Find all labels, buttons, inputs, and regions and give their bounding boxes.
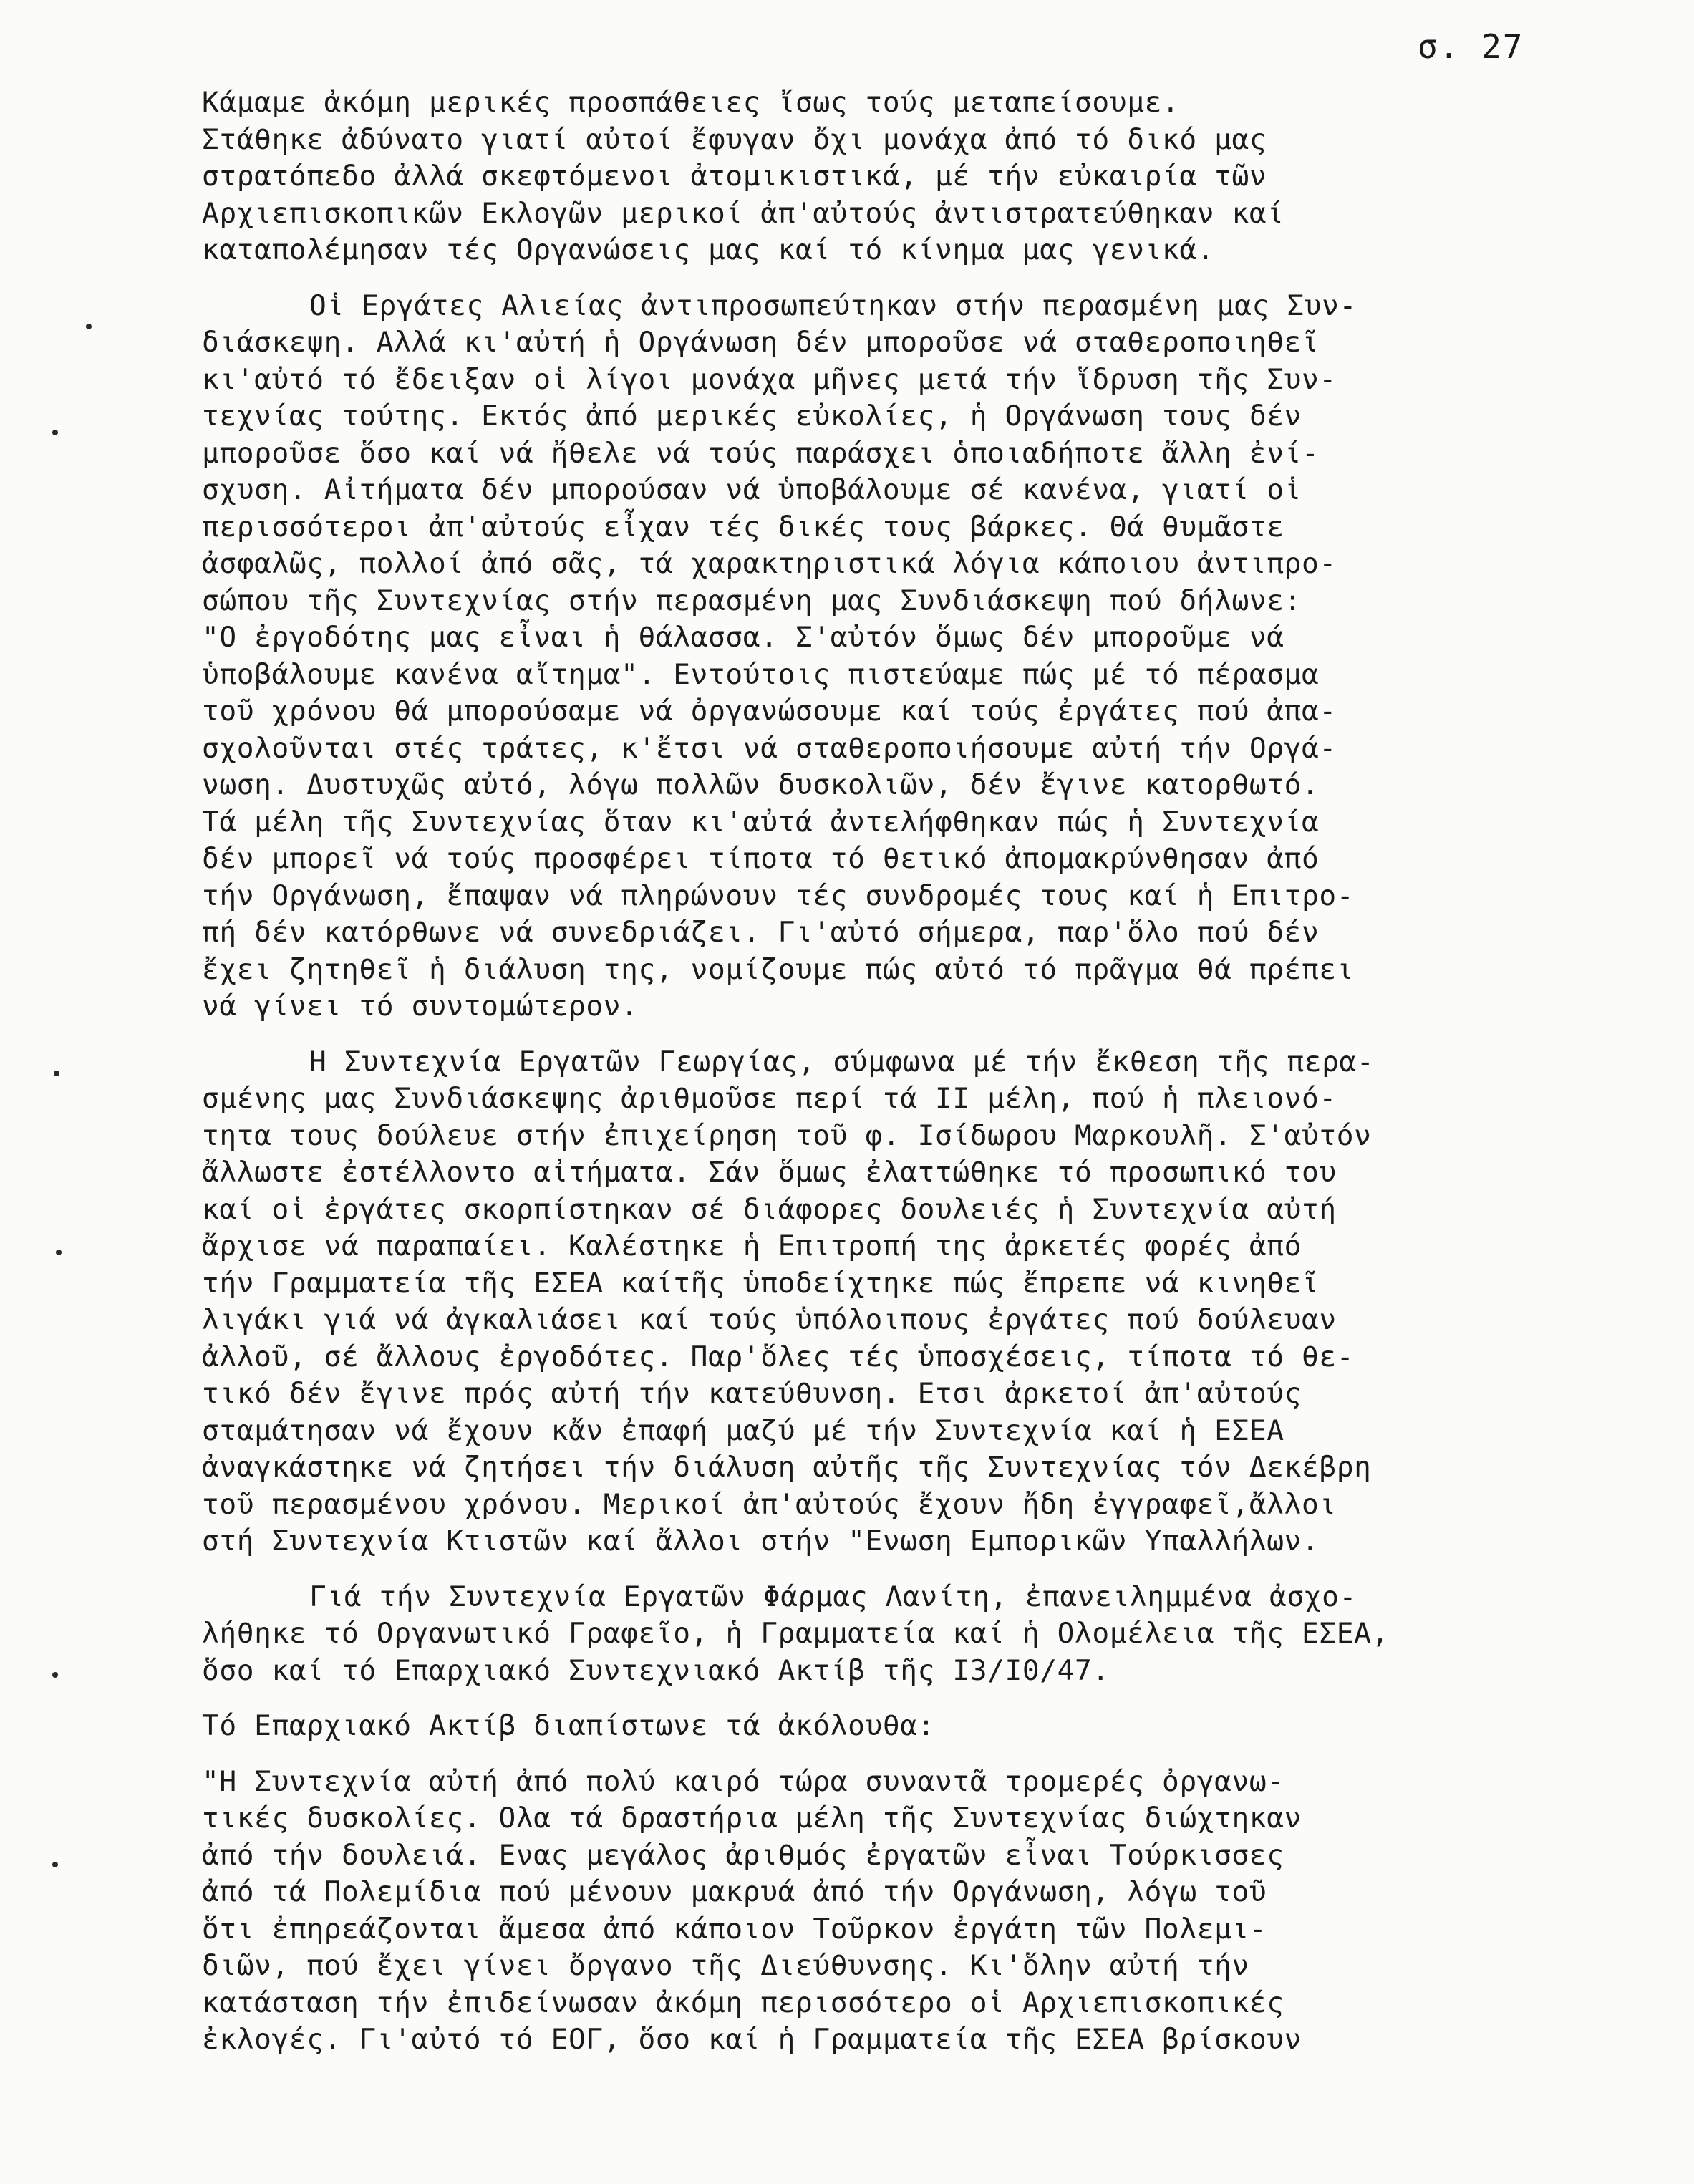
text-line: τικές δυσκολίες. Ολα τά δραστήρια μέλη τῆς Συντεχνίας διώχτηκαν [202,1802,1302,1835]
text-line: δέν μπορεῖ νά τούς προσφέρει τίποτα τό θετικό ἀπομακρύνθησαν ἀπό [202,842,1320,875]
text-line: ἐκλογές. Γι'αὐτό τό ΕΟΓ, ὅσο καί ἡ Γραμματεία τῆς ΕΣΕΑ βρίσκουν [202,2023,1302,2056]
text-line: Κάμαμε ἀκόμη μερικές προσπάθειες ἴσως τούς μεταπείσουμε. [202,86,1180,119]
text-line: ἔχει ζητηθεῖ ἡ διάλυση της, νομίζουμε πώς αὐτό τό πρᾶγμα θά πρέπει [202,952,1355,986]
text-line: ἀπό τήν δουλειά. Ενας μεγάλος ἀριθμός ἐργατῶν εἶναι Τούρκισσες [202,1838,1284,1872]
margin-dot [52,1862,58,1867]
margin-dot [56,1250,62,1255]
text-line: ὑποβάλουμε κανένα αἴτημα". Εντούτοις πιστεύαμε πώς μέ τό πέρασμα [202,657,1320,691]
text-line: τοῦ χρόνου θά μπορούσαμε νά ὀργανώσουμε καί τούς ἐργάτες πού ἀπα- [202,695,1337,728]
text-line: ἄλλωστε ἐστέλλοντο αἰτήματα. Σάν ὅμως ἐλαττώθηκε τό προσωπικό του [202,1156,1337,1189]
text-line: σταμάτησαν νά ἔχουν κἄν ἐπαφή μαζύ μέ τήν Συντεχνία καί ἡ ΕΣΕΑ [202,1414,1284,1447]
text-line: καταπολέμησαν τές Οργανώσεις μας καί τό κίνημα μας γενικά. [202,233,1215,266]
text-line: μποροῦσε ὅσο καί νά ἤθελε νά τούς παράσχει ὁποιαδήποτε ἄλλη ἐνί- [202,436,1320,470]
text-line: διάσκεψη. Αλλά κι'αὐτή ἡ Οργάνωση δέν μποροῦσε νά σταθεροποιηθεῖ [202,326,1320,359]
body-text [202,84,1684,2077]
text-line: περισσότεροι ἀπ'αὐτούς εἶχαν τές δικές τους βάρκες. Θά θυμᾶστε [202,510,1284,543]
text-line: τοῦ περασμένου χρόνου. Μερικοί ἀπ'αὐτούς ἔχουν ἤδη ἐγγραφεῖ,ἄλλοι [202,1487,1337,1521]
text-line: Αρχιεπισκοπικῶν Εκλογῶν μερικοί ἀπ'αὐτούς ἀντιστρατεύθηκαν καί [202,196,1284,230]
text-line: νά γίνει τό συντομώτερον. [202,990,639,1023]
text-line: σώπου τῆς Συντεχνίας στήν περασμένη μας Συνδιάσκεψη πού δήλωνε: [202,584,1302,617]
margin-dot [54,1071,59,1076]
text-line: ἀπό τά Πολεμίδια πού μένουν μακρυά ἀπό τήν Οργάνωση, λόγω τοῦ [202,1875,1267,1908]
text-line: Τό Επαρχιακό Ακτίβ διαπίστωνε τά ἀκόλουθα: [202,1709,936,1742]
text-line: κατάσταση τήν ἐπιδείνωσαν ἀκόμη περισσότερο οἱ Αρχιεπισκοπικές [202,1986,1284,2019]
text-line: τεχνίας τούτης. Εκτός ἀπό μερικές εὐκολίες, ἡ Οργάνωση τους δέν [202,400,1302,433]
quoted-paragraph [202,1764,1684,2059]
text-line: ἀναγκάστηκε νά ζητήσει τήν διάλυση αὐτῆς τῆς Συντεχνίας τόν Δεκέβρη [202,1451,1372,1484]
margin-dot [86,324,92,329]
text-line: τικό δέν ἔγινε πρός αὐτή τήν κατεύθυνση. Ετσι ἀρκετοί ἀπ'αὐτούς [202,1377,1302,1410]
text-line: νωση. Δυστυχῶς αὐτό, λόγω πολλῶν δυσκολιῶν, δέν ἔγινε κατορθωτό. [202,768,1320,801]
paragraph [202,1044,1684,1560]
text-line: Γιά τήν Συντεχνία Εργατῶν Φάρμας Λανίτη, ἐπανειλημμένα ἀσχο- [309,1580,1357,1613]
text-line: Οἱ Εργάτες Αλιείας ἀντιπροσωπεύτηκαν στήν περασμένη μας Συν- [309,289,1357,322]
text-line: λήθηκε τό Οργανωτικό Γραφεῖο, ἡ Γραμματεία καί ἡ Ολομέλεια τῆς ΕΣΕΑ, [202,1617,1389,1650]
margin-dot [52,430,58,435]
text-line: Στάθηκε ἀδύνατο γιατί αὐτοί ἔφυγαν ὄχι μονάχα ἀπό τό δικό μας [202,122,1267,156]
margin-dot [52,1672,58,1678]
page-number: σ. 27 [1418,27,1524,66]
text-line: σμένης μας Συνδιάσκεψης ἀριθμοῦσε περί τά ΙΙ μέλη, πού ἡ πλειονό- [202,1082,1337,1115]
paragraph [202,288,1684,1025]
text-line: ἄρχισε νά παραπαίει. Καλέστηκε ἡ Επιτροπή της ἀρκετές φορές ἀπό [202,1229,1302,1262]
text-line: διῶν, πού ἔχει γίνει ὄργανο τῆς Διεύθυνσης. Κι'ὅλην αὐτή τήν [202,1949,1249,1982]
text-line: σχυση. Αἰτήματα δέν μπορούσαν νά ὑποβάλουμε σέ κανένα, γιατί οἱ [202,473,1302,506]
text-line: στρατόπεδο ἀλλά σκεφτόμενοι ἀτομικιστικά, μέ τήν εὐκαιρία τῶν [202,160,1267,193]
paragraph [202,84,1684,269]
text-line: "Η Συντεχνία αὐτή ἀπό πολύ καιρό τώρα συναντᾶ τρομερές ὀργανω- [202,1764,1284,1798]
text-line: τήν Οργάνωση, ἔπαψαν νά πληρώνουν τές συνδρομές τους καί ἡ Επιτρο- [202,879,1355,912]
text-line: ἀλλοῦ, σέ ἄλλους ἐργοδότες. Παρ'ὅλες τές ὑποσχέσεις, τίποτα τό θε- [202,1340,1355,1373]
text-line: καί οἱ ἐργάτες σκορπίστηκαν σέ διάφορες δουλειές ἡ Συντεχνία αὐτή [202,1192,1337,1226]
text-line: ὅσο καί τό Επαρχιακό Συντεχνιακό Ακτίβ τῆς Ι3/Ι0/47. [202,1653,1110,1687]
text-line: σχολοῦνται στές τράτες, κ'ἔτσι νά σταθεροποιήσουμε αὐτή τήν Οργά- [202,731,1337,765]
text-line: Η Συντεχνία Εργατῶν Γεωργίας, σύμφωνα μέ τήν ἔκθεση τῆς περα- [309,1045,1375,1078]
text-line: "Ο ἐργοδότης μας εἶναι ἡ θάλασσα. Σ'αὐτόν ὅμως δέν μποροῦμε νά [202,621,1284,654]
text-line: ἀσφαλῶς, πολλοί ἀπό σᾶς, τά χαρακτηριστικά λόγια κάποιου ἀντιπρο- [202,547,1337,580]
text-line: Τά μέλη τῆς Συντεχνίας ὅταν κι'αὐτά ἀντελήφθηκαν πώς ἡ Συντεχνία [202,805,1320,839]
text-line: πή δέν κατόρθωνε νά συνεδριάζει. Γι'αὐτό σήμερα, παρ'ὅλο πού δέν [202,916,1320,949]
text-line: ὅτι ἐπηρεάζονται ἄμεσα ἀπό κάποιον Τοῦρκον ἐργάτη τῶν Πολεμι- [202,1912,1267,1946]
paragraph [202,1708,1684,1745]
paragraph [202,1579,1684,1690]
text-line: τήν Γραμματεία τῆς ΕΣΕΑ καίτῆς ὑποδείχτηκε πώς ἔπρεπε νά κινηθεῖ [202,1266,1320,1300]
text-line: στή Συντεχνία Κτιστῶν καί ἄλλοι στήν "Ενωση Εμπορικῶν Υπαλλήλων. [202,1525,1320,1557]
text-line: λιγάκι γιά νά ἀγκαλιάσει καί τούς ὑπόλοιπους ἐργάτες πού δούλευαν [202,1303,1337,1336]
text-line: κι'αὐτό τό ἔδειξαν οἱ λίγοι μονάχα μῆνες μετά τήν ἵδρυση τῆς Συν- [202,362,1337,396]
text-line: τητα τους δούλευε στήν ἐπιχείρηση τοῦ φ. Ισίδωρου Μαρκουλῆ. Σ'αὐτόν [202,1118,1372,1152]
